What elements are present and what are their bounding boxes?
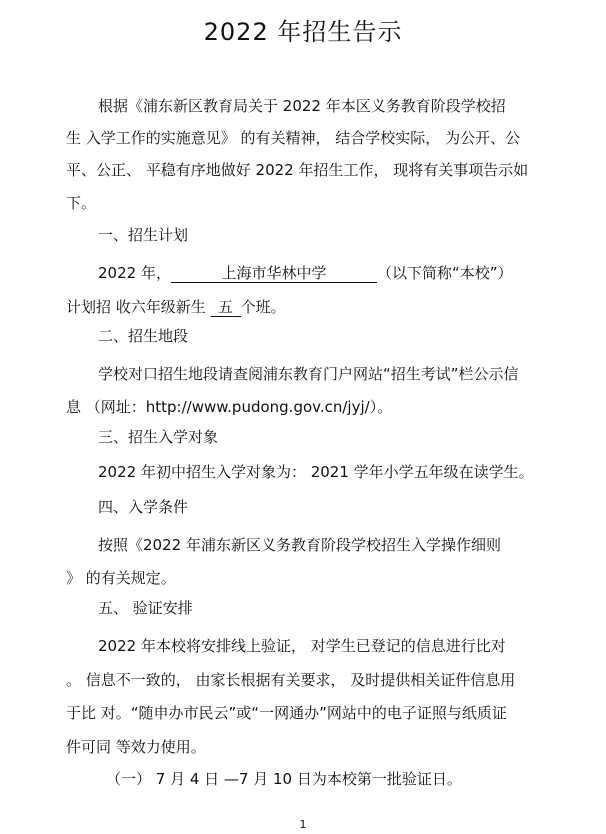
section-heading-plan: 一、招生计划 xyxy=(98,226,189,244)
plan-text-end: 个班。 xyxy=(240,298,286,316)
section-heading-verification: 五、 验证安排 xyxy=(98,599,193,617)
class-count-field: 五 xyxy=(211,298,241,317)
paragraph-line: 根据《浦东新区教育局关于 2022 年本区义务教育阶段学校招 xyxy=(98,97,506,115)
plan-text: 计划招 收六年级新生 xyxy=(66,298,206,316)
paragraph-line: 生 入学工作的实施意见》 的有关精神， 结合学校实际， 为公开、公 xyxy=(66,129,521,147)
paragraph-line: 。 信息不一致的， 由家长根据有关要求， 及时提供相关证件信息用 xyxy=(66,671,516,689)
paragraph-line: 2022 年初中招生入学对象为： 2021 学年小学五年级在读学生。 xyxy=(98,463,534,481)
paragraph-line: 件可同 等效力使用。 xyxy=(66,738,206,756)
paragraph-line: 平、公正、 平稳有序地做好 2022 年招生工作， 现将有关事项告示如 xyxy=(66,161,529,179)
paragraph-line: （一） 7 月 4 日 —7 月 10 日为本校第一批验证日。 xyxy=(106,770,462,788)
page-number: 1 xyxy=(299,818,307,831)
plan-suffix: （以下简称“本校”） xyxy=(376,264,513,282)
plan-line xyxy=(98,263,513,283)
section-heading-conditions: 四、入学条件 xyxy=(98,498,189,516)
plan-line-2 xyxy=(66,297,286,317)
plan-year: 2022 年， xyxy=(98,264,171,282)
document-title: 2022 年招生告示 xyxy=(203,18,403,46)
paragraph-line: 学校对口招生地段请查阅浦东教育门户网站“招生考试”栏公示信 xyxy=(98,365,519,383)
section-heading-target: 三、招生入学对象 xyxy=(98,428,219,446)
section-heading-district: 二、招生地段 xyxy=(98,327,189,345)
paragraph-line: 息 （网址：http://www.pudong.gov.cn/jyj/）。 xyxy=(66,398,393,416)
paragraph-line: 下。 xyxy=(66,194,97,212)
paragraph-line: 2022 年本校将安排线上验证， 对学生已登记的信息进行比对 xyxy=(98,637,506,655)
paragraph-line: 按照《2022 年浦东新区义务教育阶段学校招生入学操作细则 xyxy=(98,536,501,554)
paragraph-line: 于比 对。“随申办市民云”或“一网通办”网站中的电子证照与纸质证 xyxy=(66,704,507,722)
school-name-field: 上海市华林中学 xyxy=(171,264,377,283)
paragraph-line: 》 的有关规定。 xyxy=(66,569,176,587)
